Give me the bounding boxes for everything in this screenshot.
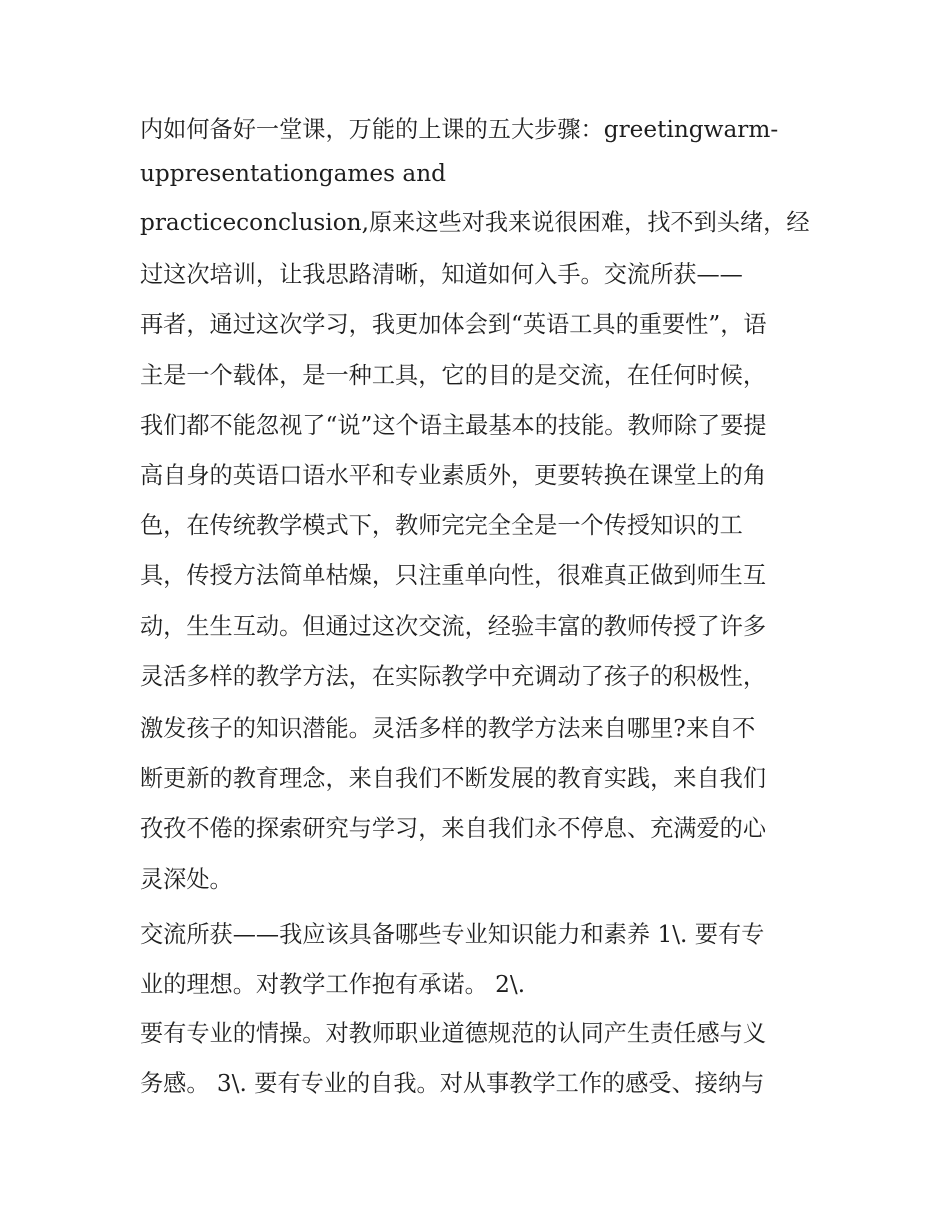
text-line: 再者，通过这次学习，我更加体会到“英语工具的重要性”，语 (140, 311, 767, 338)
text-line: 交流所获——我应该具备哪些专业知识能力和素养 1\. 要有专 (140, 921, 765, 948)
text-line: 高自身的英语口语水平和专业素质外，更要转换在课堂上的角 (140, 462, 767, 489)
text-line: 激发孩子的知识潜能。灵活多样的教学方法来自哪里?来自不 (140, 715, 756, 742)
text-line: 断更新的教育理念，来自我们不断发展的教育实践，来自我们 (140, 765, 767, 792)
text-line: 内如何备好一堂课，万能的上课的五大步骤：greetingwarm- (140, 116, 779, 143)
text-line: 业的理想。对教学工作抱有承诺。 2\. (140, 971, 526, 998)
text-line: 灵深处。 (140, 866, 233, 893)
text-line: 要有专业的情操。对教师职业道德规范的认同产生责任感与义 (140, 1020, 767, 1047)
text-line: 动，生生互动。但通过这次交流，经验丰富的教师传授了许多 (140, 613, 767, 640)
text-line: 色，在传统教学模式下，教师完完全全是一个传授知识的工 (140, 512, 743, 539)
text-line: 我们都不能忽视了“说”这个语主最基本的技能。教师除了要提 (140, 412, 767, 439)
text-line: 灵活多样的教学方法，在实际教学中充调动了孩子的积极性， (140, 663, 767, 690)
text-line: 主是一个载体，是一种工具，它的目的是交流，在任何时候， (140, 362, 767, 389)
text-line: uppresentationgames and (140, 160, 447, 187)
text-line: practiceconclusion,原来这些对我来说很困难，找不到头绪，经 (140, 209, 810, 236)
text-line: 务感。 3\. 要有专业的自我。对从事教学工作的感受、接纳与 (140, 1070, 765, 1097)
text-line: 过这次培训，让我思路清晰，知道如何入手。交流所获—— (140, 261, 743, 288)
text-line: 具，传授方法简单枯燥，只注重单向性，很难真正做到师生互 (140, 562, 767, 589)
text-line: 孜孜不倦的探索研究与学习，来自我们永不停息、充满爱的心 (140, 815, 767, 842)
